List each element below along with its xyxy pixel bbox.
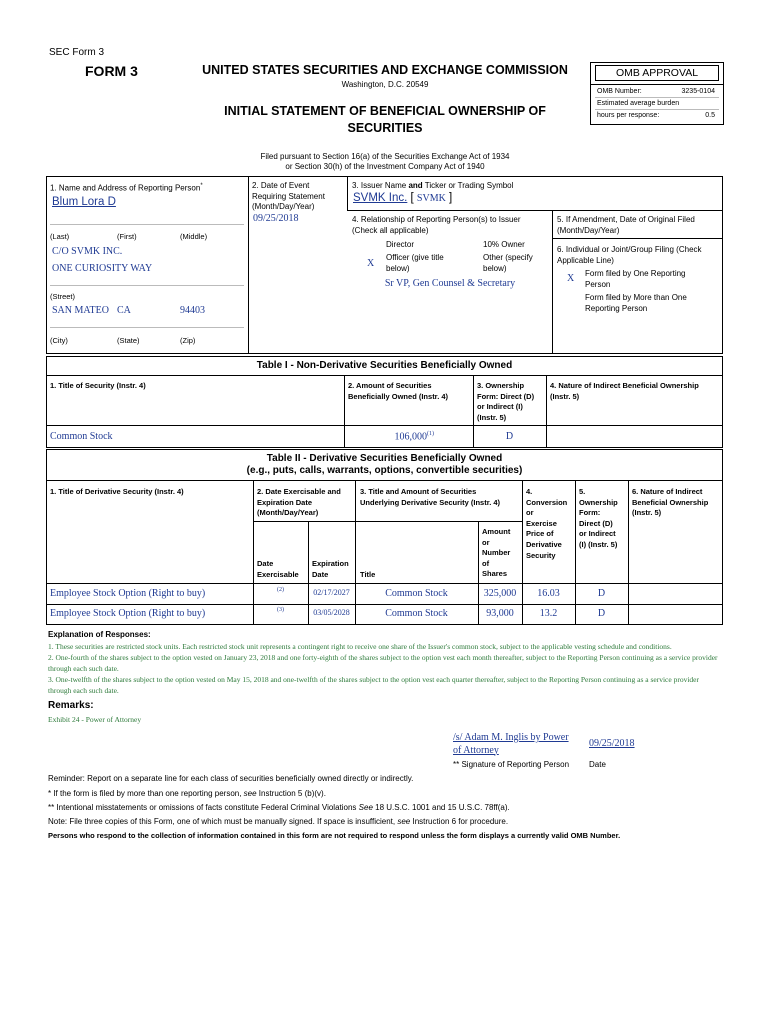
street-label: (Street) — [50, 292, 76, 301]
file-copies-note: Note: File three copies of this Form, one of which must be manually signed. If space is insufficient, see Instruction 6 for procedure. — [48, 817, 509, 826]
issuer-value: SVMK Inc. [ SVMK ] — [353, 192, 453, 204]
remarks-title: Remarks: — [48, 700, 94, 711]
reporting-person-asterisk: * — [200, 183, 203, 189]
omb-number-label: OMB Number: — [597, 88, 642, 95]
table-1-security-value: Common Stock — [50, 431, 113, 442]
row-1-underlying-title: Common Stock — [385, 588, 448, 599]
table-2-col-dates: 2. Date Exercisable and Expiration Date (Month/Day/Year) — [257, 487, 341, 517]
row-2-shares: 93,000 — [486, 608, 514, 619]
one-person-option: Form filed by One Reporting Person — [585, 269, 686, 289]
zip-value: 94403 — [180, 305, 205, 316]
other-option: Other (specify below) — [483, 253, 533, 273]
sec-form-label: SEC Form 3 — [49, 47, 105, 58]
explanation-list — [48, 641, 723, 696]
last-label: (Last) — [50, 232, 70, 241]
table-1-col-amount: 2. Amount of Securities Beneficially Owned (Instr. 4) — [348, 381, 449, 401]
event-date-value: 09/25/2018 — [253, 213, 299, 224]
omb-burden-label: Estimated average burden — [597, 100, 680, 107]
table-1-amount-footnote: (1) — [427, 431, 434, 437]
reporting-person-name-link[interactable]: Blum Lora D — [52, 196, 116, 208]
state-label: (State) — [117, 336, 140, 345]
officer-title-value: Sr VP, Gen Counsel & Secretary — [384, 278, 516, 289]
officer-check-mark[interactable]: X — [367, 258, 375, 269]
middle-label: (Middle) — [180, 232, 208, 241]
table-2-col-nature: 6. Nature of Indirect Beneficial Ownership (Instr. 5) — [632, 487, 709, 518]
officer-option: Officer (give title below) — [386, 253, 444, 273]
signature-date: 09/25/2018 — [589, 738, 635, 749]
row-1-form: D — [597, 588, 606, 599]
row-1-exercisable-footnote: (2) — [277, 587, 284, 593]
zip-label: (Zip) — [180, 336, 196, 345]
table-1-col-security: 1. Title of Security (Instr. 4) — [50, 381, 146, 390]
table-2-title: Table II - Derivative Securities Beneficially Owned — [266, 453, 503, 464]
row-2-underlying-title: Common Stock — [385, 608, 448, 619]
relationship-label: 4. Relationship of Reporting Person(s) to Issuer (Check all applicable) — [352, 215, 521, 235]
one-person-check-mark[interactable]: X — [567, 273, 575, 284]
table-2-sub-amount: Amount or Number of Shares — [482, 527, 511, 579]
filed-pursuant-1: Filed pursuant to Section 16(a) of the Securities Exchange Act of 1934 — [260, 152, 510, 161]
row-1-price: 16.03 — [537, 588, 560, 599]
table-1-col-ownership: 3. Ownership Form: Direct (D) or Indirect (I) (Instr. 5) — [477, 381, 535, 422]
issuer-label: 3. Issuer Name and Ticker or Trading Symbol — [352, 181, 514, 190]
table-2-col-underlying: 3. Title and Amount of Securities Underlying Derivative Security (Instr. 4) — [360, 487, 501, 507]
row-1-shares: 325,000 — [483, 588, 517, 599]
filing-type-label: 6. Individual or Joint/Group Filing (Check Applicable Line) — [557, 245, 702, 265]
omb-title: OMB APPROVAL — [615, 67, 699, 79]
omb-hours-label: hours per response: — [597, 112, 660, 119]
footnote-double-asterisk: ** Intentional misstatements or omissions of facts constitute Federal Criminal Violations See 18 U.S.C. 1001 and 15 U.S.C. 78ff(a). — [48, 803, 510, 812]
table-row: Employee Stock Option (Right to buy) — [50, 588, 206, 599]
amendment-label: 5. If Amendment, Date of Original Filed (Month/Day/Year) — [557, 215, 695, 235]
form-number: FORM 3 — [85, 63, 138, 79]
row-1-expiration: 02/17/2027 — [313, 588, 350, 597]
table-2-sub-title: Title — [360, 570, 376, 579]
table-row: Employee Stock Option (Right to buy) — [50, 608, 206, 619]
statement-title-2: SECURITIES — [347, 121, 423, 135]
table-1-title: Table I - Non-Derivative Securities Beneficially Owned — [256, 360, 513, 371]
address-line-1: C/O SVMK INC. — [52, 246, 123, 257]
footnote-single-asterisk: * If the form is filed by more than one reporting person, see Instruction 5 (b)(v). — [48, 789, 326, 798]
row-2-price: 13.2 — [539, 608, 558, 619]
omb-hours-value: 0.5 — [705, 112, 715, 119]
remarks-text: Exhibit 24 - Power of Attorney — [48, 715, 142, 724]
ten-percent-owner-option: 10% Owner — [483, 240, 525, 249]
table-2-subtitle: (e.g., puts, calls, warrants, options, convertible securities) — [246, 465, 523, 476]
first-label: (First) — [117, 232, 137, 241]
issuer-ticker: SVMK — [416, 193, 446, 204]
row-2-expiration: 03/05/2028 — [313, 608, 350, 617]
signature-date-label: Date — [589, 760, 606, 769]
reporting-person-label: 1. Name and Address of Reporting Person* — [50, 183, 203, 193]
signature-link[interactable]: /s/ Adam M. Inglis by Power of Attorney — [453, 732, 569, 756]
statement-title-1: INITIAL STATEMENT OF BENEFICIAL OWNERSHIP OF — [224, 104, 546, 118]
row-2-form: D — [597, 608, 606, 619]
explanation-item: 1. These securities are restricted stock units. Each restricted stock unit represents a contingent right to receive one share of the Issuer's common stock, subject to the applicable vesting schedule and conditions. — [48, 642, 672, 651]
omb-disclaimer: Persons who respond to the collection of information contained in this form are not required to respond unless the form displays a currently valid OMB Number. — [48, 831, 621, 840]
state-value: CA — [117, 305, 131, 316]
table-1-amount-value: 106,000$^{(1)}$ — [394, 431, 434, 443]
omb-number-value: 3235-0104 — [681, 88, 715, 95]
commission-location: Washington, D.C. 20549 — [341, 80, 429, 89]
signature-label: ** Signature of Reporting Person — [453, 760, 570, 769]
explanation-item: 3. One-twelfth of the shares subject to the option vested on May 15, 2018 and one-twelfth of the shares subject to the option vest each quarter thereafter, subject to the Reporting Person continuing as a service provider through each such date. — [48, 675, 699, 695]
row-2-exercisable-footnote: (3) — [277, 607, 284, 613]
table-2-sub-date-exercisable: Date Exercisable — [257, 559, 299, 579]
director-option: Director — [386, 240, 415, 249]
table-2-col-conversion: 4. Conversion or Exercise Price of Derivative Security — [526, 487, 568, 560]
explanation-item: 2. One-fourth of the shares subject to the option vested on January 23, 2018 and one forty-eighth of the shares subject to the option vest each month thereafter, subject to the Reporting Person continuing as a service provider through each such date. — [48, 653, 718, 673]
issuer-name-link[interactable]: SVMK Inc. — [353, 192, 408, 204]
commission-title: UNITED STATES SECURITIES AND EXCHANGE COMMISSION — [202, 63, 568, 77]
reminder-text: Reminder: Report on a separate line for each class of securities beneficially owned directly or indirectly. — [48, 774, 414, 783]
filed-pursuant-2: or Section 30(h) of the Investment Company Act of 1940 — [285, 162, 485, 171]
explanation-title: Explanation of Responses: — [48, 630, 151, 639]
multiple-persons-option: Form filed by More than One Reporting Person — [585, 293, 687, 313]
city-value: SAN MATEO — [52, 305, 109, 316]
address-line-2: ONE CURIOSITY WAY — [52, 263, 153, 274]
table-2-col-security: 1. Title of Derivative Security (Instr. 4) — [50, 487, 184, 496]
table-2-col-ownership: 5. Ownership Form: Direct (D) or Indirect (I) (Instr. 5) — [579, 487, 618, 549]
table-1-col-nature: 4. Nature of Indirect Beneficial Ownership (Instr. 5) — [550, 381, 699, 401]
city-label: (City) — [50, 336, 68, 345]
table-1-form-value: D — [505, 431, 514, 442]
event-date-label: 2. Date of Event Requiring Statement (Month/Day/Year) — [252, 181, 325, 211]
table-2-sub-expiration: Expiration Date — [312, 559, 349, 579]
